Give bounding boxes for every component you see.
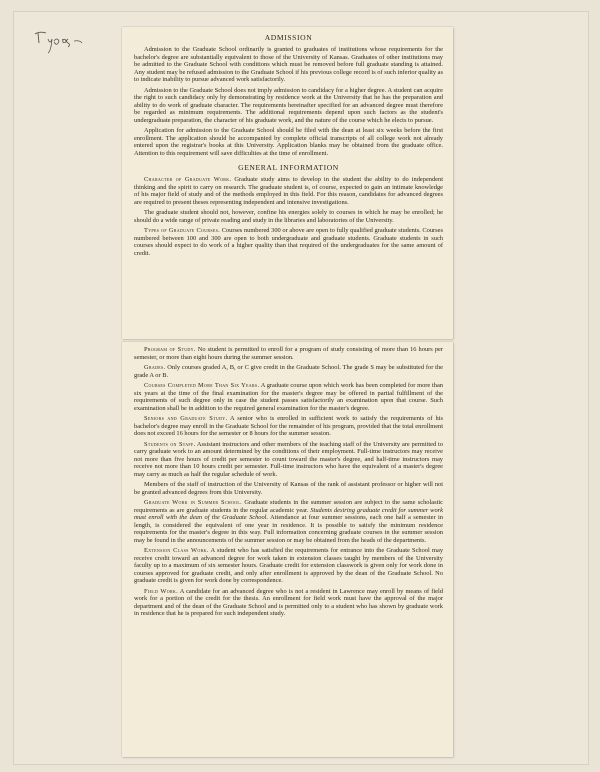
types-paragraph (134, 227, 443, 257)
staff-text: Assistant instructors and other members of the teaching staff of the University are permitted to carry graduate work to an amount determined by the conditions of their employment. Full-time instructors may receive not more than five hours of credit per semester to count toward the master's degree, and half-time instructors may receive not more than 10 hours credit per semester. Full-time instructors who have the equivalent of a master's degree may carry as much as half the regular schedule of work. (134, 440, 444, 478)
clipping-admission (122, 27, 453, 339)
six-years-paragraph (134, 382, 443, 412)
admission-paragraph-2: Admission to the Graduate School does not imply admission to candidacy for a higher degree. A student can acquire the right to such candidacy only by demonstrating by residence work at the University that he has the preparation and ability to do work of graduate character. The requirements hereinafter specified for an advanced degree must therefore be regarded as minimum requirements. The additional requirements depend upon such factors as the student's undergraduate preparation, the character of his graduate work, and the nature of the course which he elects to pursue. (134, 86, 443, 124)
seniors-paragraph (134, 415, 443, 438)
character-title: Character of Graduate Work. (144, 176, 232, 183)
six-years-title: Courses Completed More Than Six Years. (144, 382, 260, 389)
staff-paragraph (134, 441, 443, 479)
admission-paragraph-3: Application for admission to the Graduate School should be filed with the dean at least six weeks before the first enrollment. The application should be accompanied by complete official transcripts of all college work not already entered upon the registrar's books at this University. Application blanks may be obtained from the graduate office. Attention to this requirement will save difficulties at the time of enrollment. (134, 127, 443, 157)
admission-paragraph-1: Admission to the Graduate School ordinarily is granted to graduates of institutions whose requirements for the bachelor's degree are substantially equivalent to those of the University of Kansas. Graduates of other institutions may be admitted to the Graduate School with conditions which must be removed before full graduate standing is attained. Any student may be refused admission to the Graduate School if his previous college record is of such inferior quality as to indicate inability to pursue advanced work satisfactorily. (134, 46, 443, 83)
summer-text-italic: Students desiring graduate credit for summer work must enroll with the dean of the Graduate School. (134, 506, 443, 521)
summer-title: Graduate Work in Summer School. (144, 499, 243, 506)
general-information-heading: GENERAL INFORMATION (238, 163, 339, 172)
program-title: Program of Study. (144, 346, 196, 353)
extension-text: A student who has satisfied the requirements for entrance into the Graduate School may receive credit toward an advanced degree for work taken in extension classes taught by members of the University faculty up to a maximum of six semester hours. Graduate credit for extension classwork is given only for work done in courses approved for graduate credit, and only after enrollment is approved by the dean of the Graduate School. No graduate credit is given for work done by correspondence. (134, 547, 444, 584)
summer-text-b: Attendance at four summer sessions, each one half a semester in length, is considered the equivalent of one year in residence. It is possible to satisfy the minimum residence requirements for the master's degree in this way. Full information concerning graduate courses in the summer session may be found in the announcements of the summer session or may be obtained from the heads of the departments. (134, 514, 443, 544)
seniors-title: Seniors and Graduate Study. (144, 415, 228, 422)
summer-paragraph (134, 499, 443, 544)
staff-paragraph-2: Members of the staff of instruction of the University of Kansas of the rank of assistant professor or higher will not be granted advanced degrees from this University. (134, 481, 443, 496)
program-text: No student is permitted to enroll for a program of study consisting of more than 16 hours per semester, or more than eight hours during the summer session. (134, 346, 443, 361)
six-years-text: A graduate course upon which work has been completed for more than six years at the time of the final examination for the master's degree may be offered in partial fulfillment of the requirements of such degree only in case the student passes satisfactorily an examination upon that course. Such examination shall be in addition to the required general examination for the master's degree. (134, 382, 443, 412)
character-text: Graduate study aims to develop in the student the ability to do independent thinking and the spirit to carry on research. The graduate student is, of course, expected to gain an intimate knowledge of his major field of study and of the methods employed in this field. For this reason, candidates for advanced degrees are required to present theses representing independent and intensive investigations. (134, 176, 443, 206)
grades-paragraph (134, 364, 443, 379)
types-title: Types of Graduate Courses. (144, 227, 221, 234)
character-paragraph (134, 176, 443, 206)
extension-paragraph (134, 547, 443, 585)
clipping-regulations (122, 342, 453, 757)
field-title: Field Work. (144, 587, 179, 595)
summer-text-a: Graduate students in the summer session are subject to the same scholastic requirements as are graduate students in the regular academic year. (134, 499, 443, 514)
extension-title: Extension Class Work. (144, 547, 209, 554)
grades-title: Grades. (144, 364, 166, 371)
staff-title: Students on Staff. (144, 440, 196, 448)
field-paragraph (134, 588, 443, 618)
types-text: Courses numbered 300 or above are open to fully qualified graduate students. Courses numbered between 100 and 300 are open to both undergraduate and graduate students. Graduate students in such courses should expect to do work of a higher quality than that required of the undergraduates for the same amount of credit. (134, 227, 443, 257)
field-text: A candidate for an advanced degree who is not a resident in Lawrence may enroll by means of field work for a portion of the credit for the thesis. An enrollment for field work must have the approval of the major department and of the dean of the Graduate School and is permitted only to a student who has shown by graduate work in residence that he is prepared for such independent study. (134, 587, 443, 617)
grades-text: Only courses graded A, B, or C give credit in the Graduate School. The grade S may be substituted for the grade A or B. (134, 364, 443, 379)
admission-heading: ADMISSION (264, 33, 313, 42)
character-paragraph-2: The graduate student should not, however, confine his energies solely to courses in which he may be enrolled; he should do a wide range of private reading and study in the libraries and laboratories of the University. (134, 209, 443, 224)
program-paragraph (134, 346, 443, 361)
handwritten-note (34, 29, 96, 57)
seniors-text: A senior who is enrolled in sufficient work to satisfy the requirements of his bachelor's degree may enroll in the Graduate School for the remainder of his program, provided that the total enrollment does not exceed 16 hours for the semester or 8 hours for the summer session. (134, 415, 444, 437)
